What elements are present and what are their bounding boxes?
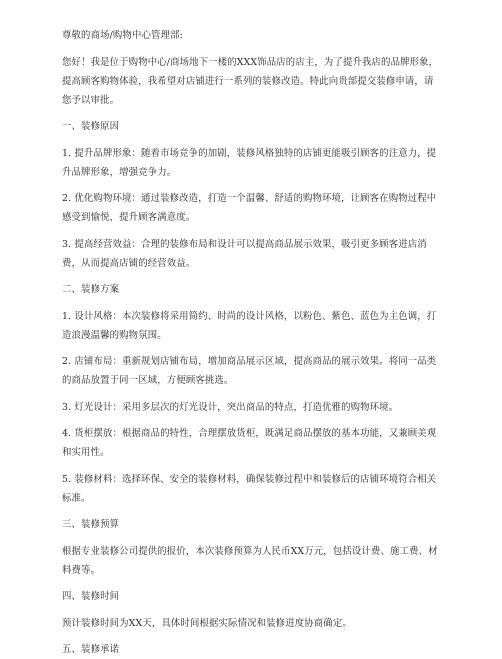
reason-item: 3. 提高经营效益：合理的装修布局和设计可以提高商品展示效果，吸引更多顾客进店消费，从而提高店铺的经营效益。 (62, 238, 427, 269)
document-page (62, 26, 442, 659)
reason-item: 2. 优化购物环境：通过装修改造，打造一个温馨、舒适的购物环境，让顾客在购物过程中感受到愉悦，提升顾客满意度。 (62, 193, 437, 223)
section-heading-plan: 二、装修方案 (62, 284, 120, 295)
intro-paragraph: 您好！我是位于购物中心/商场地下一楼的XXX饰品店的店主，为了提升我店的品牌形象，提高顾客购物体验，我希望对店铺进行一系列的装修改造。特此向贵部提交装修申请，请您予以审批。 (62, 56, 439, 106)
plan-item: 5. 装修材料：选择环保、安全的装修材料，确保装修过程中和装修后的店铺环境符合相关标准。 (62, 473, 437, 504)
plan-item: 2. 店铺布局：重新规划店铺布局，增加商品展示区域，提高商品的展示效果。将同一品类的商品放置于同一区域，方便顾客挑选。 (62, 356, 437, 386)
plan-item: 3. 灯光设计：采用多层次的灯光设计，突出商品的特点，打造优雅的购物环境。 (62, 401, 399, 413)
reason-item: 1. 提升品牌形象：随着市场竞争的加剧，装修风格独特的店铺更能吸引顾客的注意力，提升品牌形象，增强竞争力。 (62, 147, 437, 178)
section-heading-schedule: 四、装修时间 (62, 591, 120, 602)
section-heading-budget: 三、装修预算 (62, 519, 120, 530)
section-heading-commitment: 五、装修承诺 (62, 644, 120, 655)
schedule-paragraph: 预计装修时间为XX天，具体时间根据实际情况和装修进度协商确定。 (62, 617, 352, 629)
salutation: 尊敬的商场/购物中心管理部: (62, 30, 183, 41)
budget-paragraph: 根据专业装修公司提供的报价，本次装修预算为人民币XX万元，包括设计费、施工费、材料费等。 (62, 545, 438, 576)
plan-item: 1. 设计风格：本次装修将采用简约、时尚的设计风格，以粉色、紫色、蓝色为主色调，打造浪漫温馨的购物氛围。 (62, 310, 437, 341)
plan-item: 4. 货柜摆放：根据商品的特性，合理摆放货柜，既满足商品摆放的基本功能，又兼顾美观和实用性。 (62, 428, 437, 458)
section-heading-reasons: 一、装修原因 (62, 121, 120, 132)
